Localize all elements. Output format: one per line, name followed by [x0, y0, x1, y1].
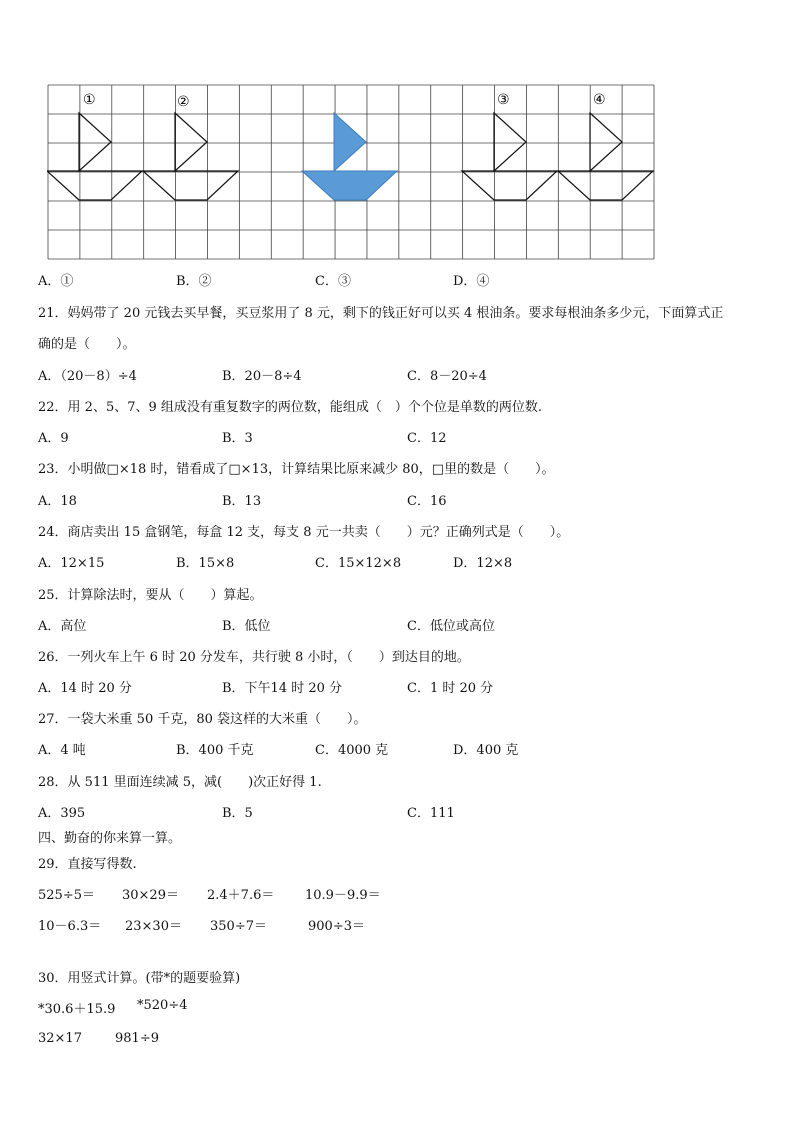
section-4-heading: 四、勤奋的你来算一算。	[38, 831, 182, 846]
q24-option-c: C．15×12×8	[315, 556, 402, 571]
q26-option-b: B．下午14 时 20 分	[222, 681, 343, 696]
label-2: ②	[177, 94, 190, 110]
q24-option-a: A．12×15	[38, 556, 105, 571]
q27-option-b: B．400 千克	[176, 743, 254, 758]
q29-item-2: 30×29＝	[122, 888, 179, 903]
q22-option-b: B．3	[222, 431, 253, 446]
q21-option-c: C．8－20÷4	[407, 369, 487, 384]
boat-1	[47, 113, 142, 200]
q30-item-1: *30.6＋15.9	[38, 1002, 116, 1017]
q21-option-b: B．20－8÷4	[222, 369, 302, 384]
q29-item-5: 10－6.3＝	[38, 919, 102, 934]
q29-item-1: 525÷5＝	[38, 888, 95, 903]
q27-option-c: C．4000 克	[315, 743, 389, 758]
q22-text: 22．用 2、5、7、9 组成没有重复数字的两位数，能组成（ ）个个位是单数的两位数.	[38, 400, 543, 415]
fig-option-d: D．④	[453, 274, 490, 289]
q23-text: 23．小明做□×18 时，错看成了□×13，计算结果比原来减少 80，□里的数是（ ）。	[38, 462, 555, 477]
q23-option-a: A．18	[38, 494, 77, 509]
q25-option-b: B．低位	[222, 619, 271, 634]
boat-center-hull	[302, 171, 397, 200]
label-4: ④	[593, 92, 606, 108]
q25-option-c: C．低位或高位	[407, 619, 495, 634]
grid-svg	[47, 84, 655, 260]
q24-option-b: B．15×8	[176, 556, 235, 571]
q30-item-2: *520÷4	[137, 998, 188, 1013]
q29-item-8: 900÷3＝	[308, 919, 365, 934]
q30-text: 30．用竖式计算。(带*的题要验算)	[38, 971, 241, 986]
boat-center-sail	[334, 113, 366, 171]
boat-4-hull	[558, 171, 653, 200]
q23-option-c: C．16	[407, 494, 447, 509]
q27-text: 27．一袋大米重 50 千克，80 袋这样的大米重（ ）。	[38, 712, 367, 727]
q29-item-7: 350÷7＝	[210, 919, 267, 934]
q26-text: 26．一列火车上午 6 时 20 分发车，共行驶 8 小时，（ ）到达目的地。	[38, 650, 470, 665]
label-3: ③	[497, 92, 510, 108]
q27-option-a: A．4 吨	[38, 743, 86, 758]
boat-grid-figure	[47, 84, 655, 264]
boat-4	[558, 113, 653, 200]
q26-option-a: A．14 时 20 分	[38, 681, 132, 696]
fig-option-b: B．②	[176, 274, 212, 289]
boat-2-hull	[143, 171, 238, 200]
q29-item-4: 10.9－9.9＝	[305, 888, 381, 903]
q28-text: 28．从 511 里面连续减 5，减( )次正好得 1.	[38, 775, 322, 790]
boat-2-sail	[175, 113, 207, 171]
q28-option-c: C．111	[407, 806, 455, 821]
q29-item-6: 23×30＝	[125, 919, 182, 934]
q25-option-a: A．高位	[38, 619, 87, 634]
q21-option-a: A．（20－8）÷4	[38, 369, 137, 384]
q26-option-c: C．1 时 20 分	[407, 681, 494, 696]
q22-option-a: A．9	[38, 431, 69, 446]
q30-item-3: 32×17	[38, 1031, 82, 1046]
q28-option-a: A．395	[38, 806, 86, 821]
q29-item-3: 2.4＋7.6＝	[207, 888, 275, 903]
q21-text-line1: 21．妈妈带了 20 元钱去买早餐，买豆浆用了 8 元，剩下的钱正好可以买 4 根油条。要求每根油条多少元，下面算式正	[38, 306, 724, 321]
q24-text: 24．商店卖出 15 盒钢笔，每盒 12 支，每支 8 元一共卖（ ）元？正确列式是（ ）。	[38, 525, 570, 540]
q23-option-b: B．13	[222, 494, 262, 509]
fig-option-a: A．①	[38, 274, 74, 289]
boat-1-hull	[47, 171, 142, 200]
boat-4-sail	[590, 113, 622, 171]
fig-option-c: C．③	[315, 274, 351, 289]
q27-option-d: D．400 克	[453, 743, 519, 758]
q25-text: 25．计算除法时，要从（ ）算起。	[38, 588, 263, 603]
boat-3-hull	[462, 171, 557, 200]
q22-option-c: C．12	[407, 431, 447, 446]
boat-2	[143, 113, 238, 200]
label-1: ①	[83, 92, 96, 108]
boat-3-sail	[494, 113, 526, 171]
boat-1-sail	[79, 113, 111, 171]
boat-3	[462, 113, 557, 200]
q21-text-line2: 确的是（ ）。	[38, 337, 136, 352]
q29-text: 29．直接写得数.	[38, 857, 137, 872]
boat-center	[302, 113, 397, 200]
q30-item-4: 981÷9	[115, 1031, 159, 1046]
q24-option-d: D．12×8	[453, 556, 513, 571]
q28-option-b: B．5	[222, 806, 253, 821]
